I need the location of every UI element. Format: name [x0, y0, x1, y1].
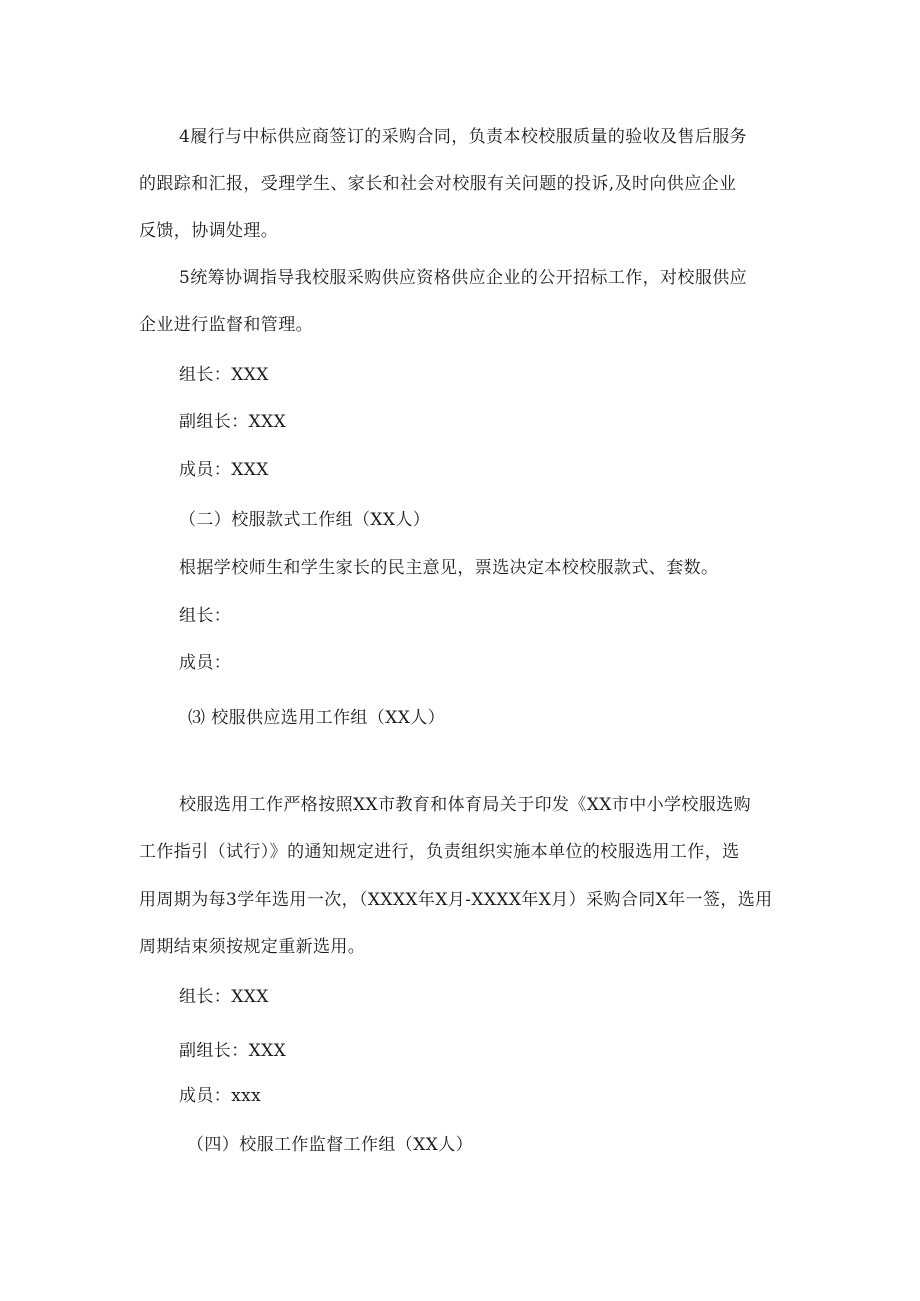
section3-body-line-4: 周期结束须按规定重新选用。 [139, 937, 366, 957]
section3-body-line-3: 用周期为每3学年选用一次，（XXXX年X月-XXXX年X月）采购合同X年一签，选用 [139, 890, 773, 910]
paragraph-4-line-3: 反馈，协调处理。 [139, 221, 279, 241]
section2-leader: 组长： [179, 606, 232, 626]
group1-deputy: 副组长：XXX [179, 412, 287, 432]
section2-members: 成员： [179, 653, 232, 673]
paragraph-5-line-2: 企业进行监督和管理。 [139, 315, 313, 335]
section3-leader: 组长：XXX [179, 987, 269, 1007]
section2-heading: （二）校服款式工作组（XX人） [179, 510, 431, 530]
section2-body: 根据学校师生和学生家长的民主意见，票选决定本校校服款式、套数。 [179, 558, 719, 578]
section4-heading: （四）校服工作监督工作组（XX人） [187, 1135, 474, 1155]
section3-body-line-2: 工作指引（试行）》的通知规定进行，负责组织实施本单位的校服选用工作，选 [139, 842, 740, 862]
paragraph-4-line-1: 4履行与中标供应商签订的采购合同，负责本校校服质量的验收及售后服务 [179, 127, 748, 147]
paragraph-5-line-1: 5统筹协调指导我校服采购供应资格供应企业的公开招标工作，对校服供应 [179, 268, 748, 288]
section3-heading: ⑶ 校服供应选用工作组（XX人） [188, 708, 446, 728]
group1-leader: 组长：XXX [179, 365, 269, 385]
section3-deputy: 副组长：XXX [179, 1041, 287, 1061]
paragraph-4-line-2: 的跟踪和汇报，受理学生、家长和社会对校服有关问题的投诉,及时向供应企业 [139, 174, 737, 194]
section3-members: 成员：xxx [179, 1086, 262, 1106]
section3-body-line-1: 校服选用工作严格按照XX市教育和体育局关于印发《XX市中小学校服选购 [179, 795, 752, 815]
group1-members: 成员：XXX [179, 460, 269, 480]
